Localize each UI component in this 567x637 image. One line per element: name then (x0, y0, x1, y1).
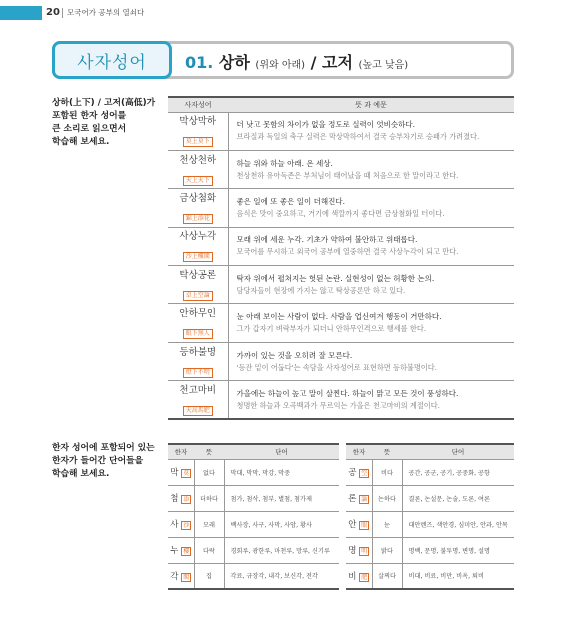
idiom-word: 등하불명 (179, 346, 217, 358)
lesson-title (185, 50, 408, 73)
idiom-meaning: 좋은 일에 또 좋은 일이 더해진다. (236, 196, 345, 206)
idiom-meaning: 가까이 있는 것을 오히려 잘 모른다. (236, 350, 353, 360)
hanja-cell (168, 537, 194, 563)
idiom-table (168, 96, 514, 420)
meaning-cell (228, 342, 514, 380)
hanja-character: 沙 (183, 522, 190, 529)
table-row (168, 459, 339, 485)
page-header (0, 6, 567, 20)
meaning-cell (228, 304, 514, 342)
hanja-cell (168, 485, 194, 511)
hanja-cell (346, 459, 372, 485)
idiom-hanja: 燈下不明 (183, 368, 213, 378)
hanja-meaning: 없다 (194, 459, 224, 485)
hanja-reading: 각 (170, 571, 179, 582)
related-words: 대안렌즈, 색안경, 심미안, 안과, 안목 (402, 511, 514, 537)
related-words: 막대, 막막, 막강, 막중 (224, 459, 339, 485)
idiom-example: 모국어를 무시하고 외국어 공부에 열중하면 결국 사상누각이 되고 만다. (236, 247, 459, 257)
hanja-meaning: 더하다 (194, 485, 224, 511)
idiom-example: 음식은 맛이 중요하고, 거기에 색깔까지 좋다면 금상첨화일 터이다. (236, 208, 445, 218)
table-row (168, 304, 514, 342)
idiom-cell (168, 381, 228, 419)
intro-line: 학습해 보세요. (52, 469, 110, 479)
idiom-cell (168, 189, 228, 227)
idiom-meaning: 가을에는 하늘이 높고 말이 살찐다. 하늘이 맑고 모든 것이 풍성하다. (236, 388, 459, 398)
title-word-2: 고저 (322, 53, 353, 72)
hanja-meaning: 논하다 (372, 485, 402, 511)
idiom-hanja: 天上天下 (183, 176, 213, 186)
category-tag (52, 41, 172, 79)
hanja-cell (346, 511, 372, 537)
intro-line: 큰 소리로 읽으면서 (52, 124, 127, 134)
intro-line: 포함된 한자 성어를 (52, 111, 127, 121)
hanja-meaning: 모래 (194, 511, 224, 537)
intro-line: 학습해 보세요. (52, 137, 110, 147)
intro-instructions (52, 97, 162, 149)
table-row (168, 227, 514, 265)
related-words: 첨가, 첨삭, 첨부, 별첨, 첨가제 (224, 485, 339, 511)
meaning-cell (228, 150, 514, 188)
hanja-cell (168, 563, 194, 589)
hanja-meaning: 밝다 (372, 537, 402, 563)
table-row (168, 485, 339, 511)
hanja-meaning: 살찌다 (372, 563, 402, 589)
idiom-example: 담당자들이 현장에 가지는 않고 탁상공론만 하고 있다. (236, 285, 406, 295)
hanja-cell (168, 459, 194, 485)
hanja-reading: 첨 (170, 494, 179, 504)
hanja-character: 添 (183, 496, 190, 503)
idiom-example: 청명한 하늘과 오곡백과가 무르익는 가을은 천고마비의 계절이다. (236, 400, 440, 410)
table-row (346, 537, 514, 563)
table-row (168, 342, 514, 380)
idiom-hanja: 天高馬肥 (183, 406, 213, 416)
header-divider (62, 8, 63, 18)
idiom-cell (168, 112, 228, 150)
hanja-character: 莫 (183, 470, 190, 477)
hanja-reading: 누 (170, 546, 179, 556)
lesson-number: 01. (185, 53, 214, 72)
hanja-meaning: 눈 (372, 511, 402, 537)
header-color-bar (0, 6, 42, 20)
chapter-subtitle: 모국어가 공부의 열쇠다 (67, 8, 145, 17)
words-column-header: 단어 (224, 444, 339, 459)
intro-line: 한자가 들어간 단어들을 (52, 456, 144, 466)
hanja-character: 閣 (183, 573, 190, 581)
words-column-header: 단어 (402, 444, 514, 459)
idiom-cell (168, 266, 228, 304)
table-row (168, 150, 514, 188)
hanja-character: 肥 (361, 573, 368, 581)
meaning-column-header: 뜻 (194, 444, 224, 459)
table-row (346, 485, 514, 511)
hanja-cell (346, 485, 372, 511)
idiom-example: 브라질과 독일의 축구 실력은 막상막하여서 결국 승부차기로 승패가 가려졌다. (236, 132, 480, 142)
hanja-character: 論 (361, 496, 368, 503)
hanja-vocab-table-left (168, 443, 339, 590)
idiom-word: 사상누각 (179, 231, 217, 243)
hanja-cell (168, 511, 194, 537)
hanja-reading: 안 (348, 520, 357, 530)
idiom-example: '등잔 밑이 어둡다'는 속담을 사자성어로 표현하면 등하불명이다. (236, 362, 437, 372)
title-word-1-note: (위와 아래) (255, 60, 306, 71)
idiom-cell (168, 304, 228, 342)
hanja-reading: 사 (170, 520, 179, 530)
idiom-hanja: 卓上空論 (183, 291, 213, 301)
hanja-column-header: 한자 (168, 444, 194, 459)
hanja-reading: 명 (348, 546, 357, 556)
intro-line: 상하(上下) / 고저(高低)가 (52, 98, 156, 108)
idiom-cell (168, 150, 228, 188)
idiom-meaning: 더 낫고 못함의 차이가 없을 정도로 실력이 엇비슷하다. (236, 120, 415, 130)
meaning-cell (228, 189, 514, 227)
idiom-meaning: 하늘 위와 하늘 아래. 온 세상. (236, 158, 333, 168)
hanja-cell (346, 563, 372, 589)
idiom-cell (168, 342, 228, 380)
meaning-column-header: 뜻 (372, 444, 402, 459)
hanja-reading: 막 (170, 468, 179, 478)
lesson-title-box (52, 41, 514, 79)
idiom-word: 탁상공론 (179, 269, 217, 281)
meaning-cell (228, 227, 514, 265)
table-row (168, 563, 339, 589)
title-word-1: 상하 (218, 53, 250, 72)
meaning-column-header: 뜻 과 예문 (228, 97, 514, 112)
hanja-meaning: 다락 (194, 537, 224, 563)
table-row (346, 511, 514, 537)
idiom-column-header: 사자성어 (168, 97, 228, 112)
idiom-example: 그가 갑자기 벼락부자가 되더니 안하무인격으로 행세를 한다. (236, 324, 427, 334)
meaning-cell (228, 381, 514, 419)
intro-line: 한자 성어에 포함되어 있는 (52, 443, 155, 453)
category-tag-label: 사자성어 (77, 52, 147, 73)
meaning-cell (228, 112, 514, 150)
table-row (168, 112, 514, 150)
hanja-reading: 비 (348, 571, 357, 582)
table-row (168, 511, 339, 537)
hanja-cell (346, 537, 372, 563)
hanja-meaning: 집 (194, 563, 224, 589)
hanja-character: 明 (361, 548, 368, 555)
table-row (346, 563, 514, 589)
hanja-character: 空 (361, 470, 368, 477)
table-row (168, 537, 339, 563)
related-words: 경회루, 광한루, 마천루, 망루, 신기루 (224, 537, 339, 563)
idiom-meaning: 탁자 위에서 펼쳐지는 헛된 논란. 실현성이 없는 허황한 논의. (236, 273, 435, 283)
hanja-vocab-table-right (346, 443, 514, 590)
title-slash: / (310, 53, 317, 72)
hanja-reading: 론 (348, 494, 357, 504)
hanja-column-header: 한자 (346, 444, 372, 459)
table-row (168, 189, 514, 227)
idiom-word: 금상첨화 (179, 192, 217, 204)
table-row (346, 459, 514, 485)
idiom-meaning: 눈 아래 보이는 사람이 없다. 사람을 업신여겨 행동이 거만하다. (236, 312, 442, 322)
idiom-example: 천상천하 유아독존은 부처님이 태어났을 때 처음으로 한 말이라고 한다. (236, 170, 459, 180)
table-row (168, 381, 514, 419)
idiom-word: 천고마비 (179, 384, 217, 396)
related-words: 비대, 비료, 비만, 비옥, 퇴비 (402, 563, 514, 589)
idiom-hanja: 錦上添花 (183, 214, 213, 224)
hanja-character: 樓 (183, 548, 190, 555)
title-word-2-note: (높고 낮음) (358, 60, 409, 71)
idiom-cell (168, 227, 228, 265)
idiom-word: 막상막하 (179, 116, 217, 128)
table-row (168, 266, 514, 304)
idiom-hanja: 沙上樓閣 (183, 252, 213, 262)
idiom-word: 천상천하 (179, 154, 217, 166)
vocab-instructions (52, 442, 162, 481)
related-words: 각료, 규장각, 내각, 보신각, 전각 (224, 563, 339, 589)
idiom-hanja: 莫上莫下 (183, 137, 213, 147)
hanja-character: 眼 (361, 522, 368, 529)
meaning-cell (228, 266, 514, 304)
idiom-word: 안하무인 (179, 308, 217, 320)
hanja-reading: 공 (348, 468, 357, 478)
related-words: 결론, 논설문, 논술, 도론, 여론 (402, 485, 514, 511)
related-words: 명백, 문명, 불투명, 변명, 설명 (402, 537, 514, 563)
page-number: 20 (46, 7, 60, 18)
related-words: 백사장, 사구, 사막, 사암, 황사 (224, 511, 339, 537)
related-words: 공간, 공군, 공기, 공중화, 공항 (402, 459, 514, 485)
idiom-meaning: 모래 위에 세운 누각. 기초가 약하여 불안하고 위태롭다. (236, 235, 418, 245)
hanja-meaning: 비다 (372, 459, 402, 485)
idiom-hanja: 眼下無人 (183, 329, 213, 339)
